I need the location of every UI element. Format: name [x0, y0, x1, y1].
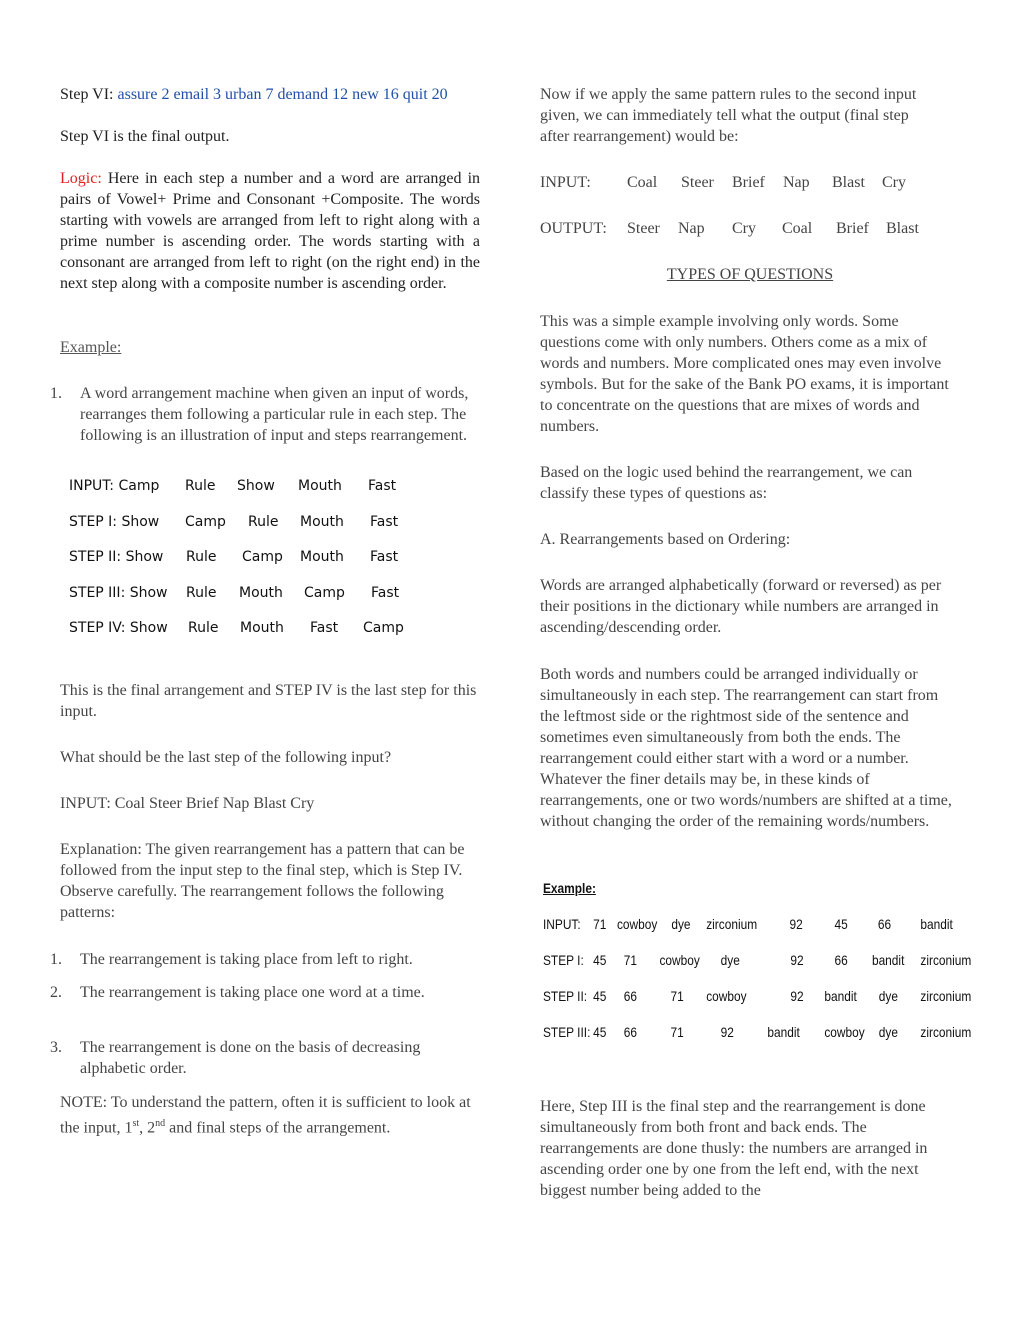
- table-cell: 45: [834, 916, 848, 932]
- table-cell: STEP I: Show: [69, 513, 160, 530]
- table-cell: cowboy: [616, 916, 658, 932]
- table-cell: cowboy: [706, 988, 747, 1004]
- table-cell: Rule: [186, 584, 217, 601]
- intro-paragraph: Now if we apply the same pattern rules to the second input given, we can immediately tell what the output (final step after rearrangement) would be:: [540, 86, 917, 145]
- table-cell: 71: [593, 916, 607, 932]
- explanation: Explanation: The given rearrangement has a pattern that can be followed from the input step to the final step, which is Step IV. Observe carefully. The rearrangement follows the following patterns:: [60, 841, 465, 921]
- word: Steer: [627, 220, 660, 237]
- pattern-text: The rearrangement is taking place one word at a time.: [80, 984, 425, 1001]
- example-label: Example:: [60, 339, 122, 356]
- note-text: NOTE: To understand the pattern, often it is sufficient to look at the input, 1: [60, 1094, 471, 1137]
- table-cell: zirconium: [706, 916, 758, 932]
- table-cell: INPUT:: [543, 916, 581, 932]
- table-cell: cowboy: [659, 952, 700, 968]
- table-cell: Camp: [363, 620, 404, 636]
- word: Brief: [836, 220, 869, 237]
- note-text: and final steps of the arrangement.: [165, 1119, 391, 1137]
- table-cell: Fast: [371, 584, 400, 601]
- table-cell: dye: [878, 988, 898, 1004]
- logic-text: Here in each step a number and a word are arranged in pairs of Vowel+ Prime and Consonant +Composite. The words starting with vowels are arranged from left to right along with a prime number is ascending order. The words starting with a consonant are arranged from left to right (on the right end) in the next step along with a composite number is ascending order.: [60, 170, 481, 292]
- table-row: [69, 585, 469, 621]
- table-cell: 45: [593, 952, 607, 968]
- table-cell: STEP I:: [543, 952, 584, 968]
- table-cell: Mouth: [300, 513, 344, 530]
- output-label: OUTPUT:: [540, 220, 607, 237]
- table-cell: STEP II: Show: [69, 549, 164, 565]
- final-note: This is the final arrangement and STEP IV is the last step for this input.: [60, 682, 477, 720]
- logic-paragraph: [60, 168, 480, 294]
- table-cell: 66: [623, 988, 637, 1004]
- paragraph: Words are arranged alphabetically (forward or reversed) as per their positions in the dictionary while numbers are arranged in ascending/descending order.: [540, 577, 942, 636]
- word: Nap: [783, 174, 810, 191]
- table-cell: 45: [593, 988, 607, 1004]
- table-cell: 71: [670, 1024, 684, 1040]
- pattern-item: [50, 982, 460, 1003]
- example-label: Example:: [543, 880, 596, 896]
- list-number: 1.: [50, 951, 62, 968]
- word: Coal: [782, 220, 813, 237]
- step-six-final: Step VI is the final output.: [60, 128, 230, 145]
- table-cell: Camp: [242, 549, 283, 565]
- table-cell: 66: [877, 916, 892, 932]
- pattern-item: [50, 949, 480, 970]
- table-cell: STEP III: Show: [69, 584, 168, 601]
- table-cell: Mouth: [240, 620, 284, 636]
- table-cell: bandit: [871, 952, 905, 968]
- table-row: [69, 549, 469, 585]
- table-cell: zirconium: [920, 1024, 972, 1040]
- table-cell: zirconium: [920, 952, 972, 968]
- note: [60, 1092, 480, 1138]
- word: Nap: [678, 220, 705, 237]
- list-number: 2.: [50, 984, 62, 1001]
- table-cell: dye: [720, 952, 740, 968]
- word: Steer: [681, 174, 714, 191]
- table-cell: STEP III:: [543, 1024, 591, 1040]
- table-cell: Camp: [185, 513, 226, 530]
- table-row: [69, 514, 469, 550]
- types-heading: TYPES OF QUESTIONS: [666, 266, 834, 283]
- arrangement-table: [69, 478, 469, 656]
- table-cell: Show: [237, 478, 275, 494]
- list-number: 3.: [50, 1039, 62, 1056]
- table-cell: bandit: [824, 988, 857, 1004]
- table-cell: 92: [790, 988, 804, 1004]
- logic-label: Logic:: [60, 170, 102, 187]
- table-cell: Rule: [188, 620, 219, 636]
- table-cell: zirconium: [920, 988, 972, 1004]
- input-line: INPUT: Coal Steer Brief Nap Blast Cry: [60, 795, 315, 812]
- table-cell: Rule: [186, 549, 217, 565]
- table-cell: 92: [720, 1024, 734, 1040]
- table-cell: 71: [623, 952, 637, 968]
- table-cell: 45: [593, 1024, 607, 1040]
- table-cell: Mouth: [239, 584, 283, 601]
- word: Coal: [627, 174, 658, 191]
- table-cell: 71: [670, 988, 684, 1004]
- input-label: INPUT:: [540, 174, 591, 191]
- paragraph: A. Rearrangements based on Ordering:: [540, 531, 791, 548]
- pattern-text: The rearrangement is taking place from left to right.: [80, 951, 413, 968]
- table-cell: Fast: [370, 549, 399, 565]
- question-1: [50, 383, 480, 446]
- superscript: st: [132, 1118, 140, 1129]
- superscript: nd: [155, 1118, 166, 1129]
- table-cell: cowboy: [824, 1024, 865, 1040]
- table-cell: bandit: [767, 1024, 800, 1040]
- pattern-item: [50, 1037, 480, 1079]
- table-cell: Fast: [310, 620, 339, 636]
- table-cell: Mouth: [298, 478, 342, 494]
- list-number: 1.: [50, 385, 62, 402]
- table-cell: 66: [834, 952, 848, 968]
- table-cell: dye: [878, 1024, 898, 1040]
- paragraph: Here, Step III is the final step and the rearrangement is done simultaneously from both front and back ends. The rearrangements are done thusly: the numbers are arranged in ascending order one by one from the left end, with the next biggest number being added to the: [540, 1098, 928, 1199]
- table-cell: STEP II:: [543, 988, 588, 1004]
- table-cell: 92: [790, 952, 804, 968]
- table-cell: STEP IV: Show: [69, 620, 168, 636]
- paragraph: Based on the logic used behind the rearrangement, we can classify these types of questions as:: [540, 464, 913, 502]
- table-cell: 92: [789, 916, 803, 932]
- table-cell: Fast: [370, 513, 399, 530]
- word: Blast: [832, 174, 865, 191]
- table-row: [69, 620, 469, 656]
- word: Cry: [882, 174, 906, 191]
- word: Brief: [732, 174, 765, 191]
- word: Blast: [886, 220, 919, 237]
- table-cell: Camp: [304, 584, 345, 601]
- table-cell: Rule: [248, 513, 279, 530]
- table-cell: 66: [623, 1024, 637, 1040]
- table-row: [69, 478, 469, 514]
- table-cell: INPUT: Camp: [69, 478, 160, 494]
- pattern-text: The rearrangement is done on the basis of decreasing alphabetic order.: [80, 1039, 421, 1077]
- table-cell: Mouth: [300, 549, 344, 565]
- word: Cry: [732, 220, 756, 237]
- paragraph: Both words and numbers could be arranged individually or simultaneously in each step. The rearrangement can start from the leftmost side or the rightmost side of the sentence and sometimes even simultaneously from both the ends. The rearrangement could either start with a word or a number. Whatever the finer details may be, in these kinds of rearrangements, one or two words/numbers are shifted at a time, without changing the order of the remaining words/numbers.: [540, 666, 952, 830]
- note-text: , 2: [139, 1119, 156, 1137]
- paragraph: This was a simple example involving only words. Some questions come with only numbers. Others come as a mix of words and numbers. More complicated ones may even involve symbols. But for the sake of the Bank PO exams, it is important to concentrate on the questions that are mixes of words and numbers.: [540, 313, 949, 435]
- table-cell: dye: [671, 916, 691, 932]
- step-label: Step VI:: [60, 86, 114, 103]
- question-text: What should be the last step of the following input?: [60, 749, 392, 766]
- table-cell: bandit: [920, 916, 953, 932]
- step-value: assure 2 email 3 urban 7 demand 12 new 16 quit 20: [117, 86, 448, 103]
- step-six-line: [60, 84, 480, 105]
- table-cell: Fast: [368, 478, 397, 494]
- question-text: A word arrangement machine when given an input of words, rearranges them following a particular rule in each step. The following is an illustration of input and steps rearrangement.: [80, 385, 469, 444]
- table-cell: Rule: [185, 478, 216, 494]
